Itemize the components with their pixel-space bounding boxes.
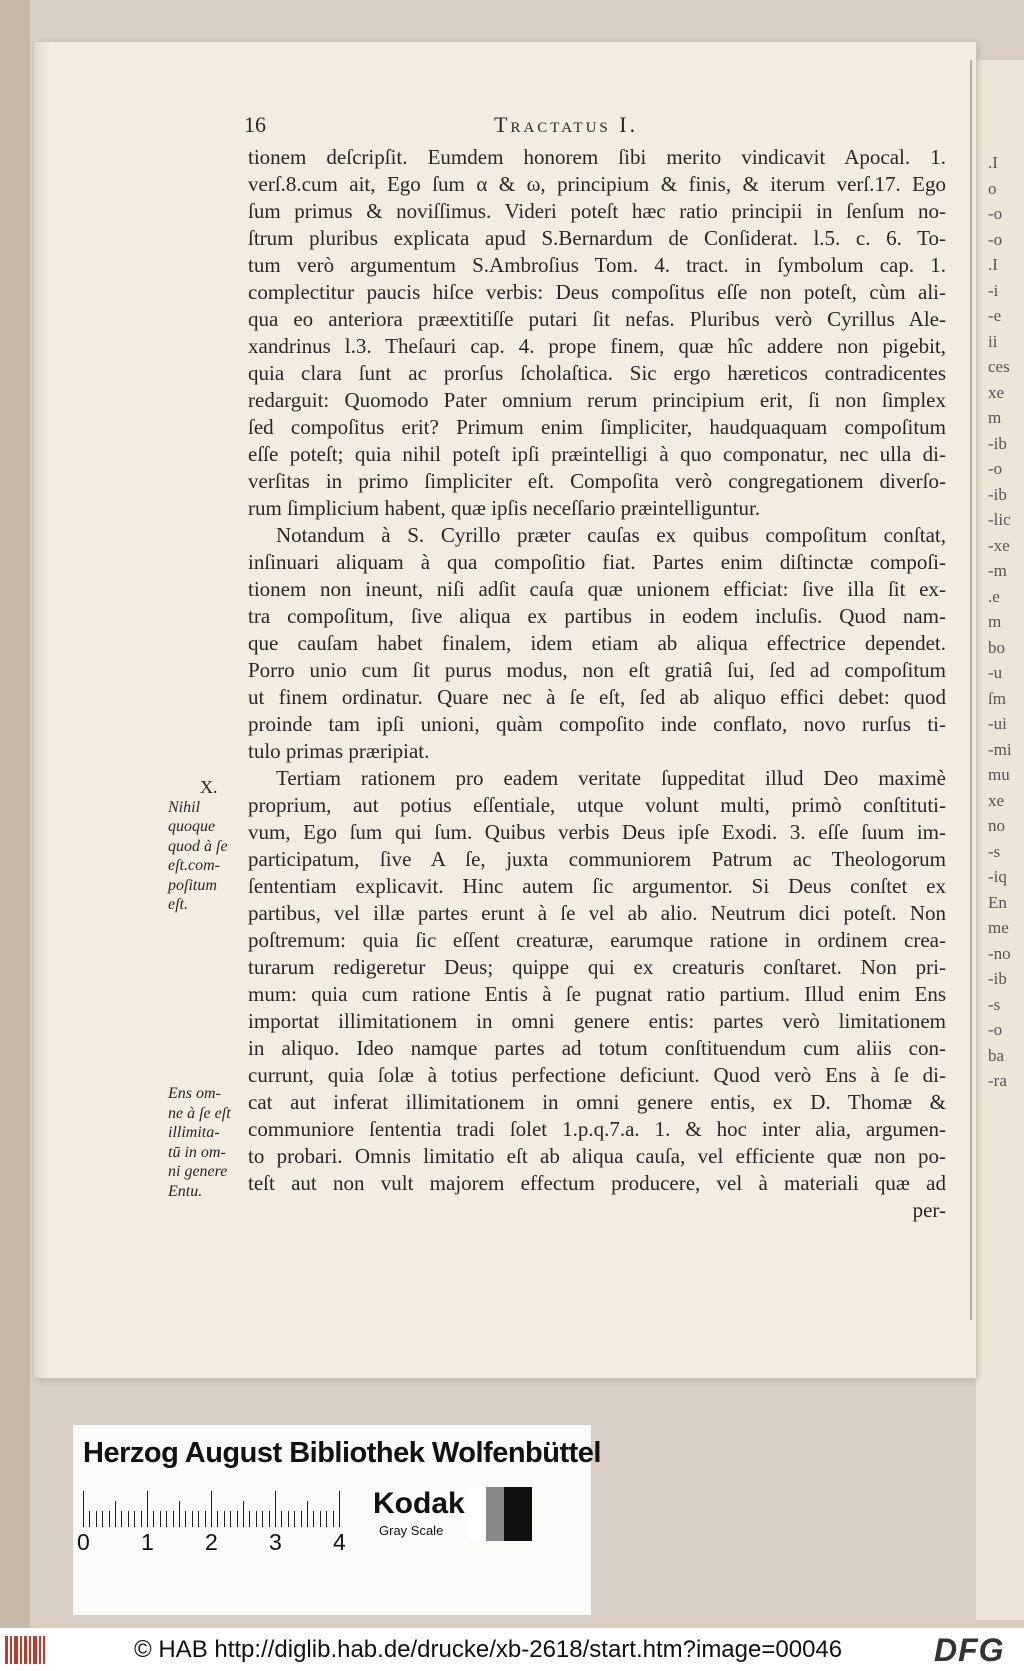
text-line: Tertiam rationem pro eadem veritate ſuppeditat illud Deo maximè (276, 766, 946, 790)
ruler-tick (224, 1511, 225, 1527)
barcode-icon (4, 1634, 46, 1666)
facing-page-fragment: no (988, 816, 1005, 835)
ruler-tick (179, 1501, 180, 1527)
text-line: mum: quia cum ratione Entis à ſe pugnat ratio partium. Illud enim Ens (248, 982, 946, 1006)
margin-note-line: ne à ſe eſt (168, 1104, 231, 1122)
ruler-tick (141, 1511, 142, 1527)
ruler-numbers (77, 1529, 377, 1559)
gray-patch-black (504, 1487, 532, 1541)
ruler-tick (121, 1511, 122, 1527)
facing-page-fragment: -o (988, 459, 1003, 478)
facing-page-fragment: .e (988, 586, 1000, 606)
ruler-tick (307, 1501, 308, 1527)
facing-page-fragment: ii (988, 331, 998, 351)
text-line: que cauſam habet finalem, idem etiam ab aliqua effectrice dependet. (248, 631, 946, 655)
text-line: tulo primas præripiat. (248, 739, 430, 763)
ruler-tick (185, 1511, 186, 1527)
ruler-tick (237, 1511, 238, 1527)
page-gutter-shadow (34, 42, 50, 1378)
ruler-number: 2 (205, 1529, 218, 1555)
margin-note-ens (168, 1084, 250, 1201)
facing-page-fragment: bo (988, 637, 1005, 657)
text-line: communiore ſententia tradi ſolet 1.p.q.7.a. 1. & hoc inter alia, argumen- (248, 1117, 946, 1141)
margin-note-line: Entu. (168, 1182, 203, 1200)
ruler-tick (109, 1511, 110, 1527)
facing-page-fragment: -m (988, 561, 1007, 580)
ruler-tick (256, 1511, 257, 1527)
text-line: proprium, aut potius eſſentiale, utque volunt multi, primò conſtituti- (248, 793, 946, 817)
facing-page-fragment: -s (988, 994, 1001, 1014)
text-line: currunt, quia ſolæ à totius perfectione deficiunt. Quod verò Ens à ſe di- (248, 1063, 946, 1087)
ruler-number: 1 (141, 1529, 154, 1555)
kodak-logo: Kodak (373, 1487, 465, 1520)
ruler-tick (275, 1491, 276, 1527)
text-line: teſt aut non vult majorem effectum producere, vel à materiali quæ ad (248, 1171, 946, 1195)
facing-page-fragment: m (988, 612, 1002, 631)
facing-page-fragment: .I (988, 153, 998, 172)
margin-note-line: poſitum (168, 876, 217, 894)
text-line: ut finem ordinatur. Quare nec à ſe eſt, ſed ab aliquo effici debet: quod (248, 685, 946, 709)
text-line: eſſe poteſt; quia nihil poteſt ipſi præintelligi à quo componatur, nec ulla di- (248, 442, 946, 466)
ruler-tick (269, 1511, 270, 1527)
text-line: tum verò argumentum S.Ambroſius Tom. 4. tract. in ſymbolum cap. 1. (248, 253, 946, 277)
ruler-tick (243, 1501, 244, 1527)
text-line: proinde tam ipſi unioni, quàm compoſito inde conflato, novo rurſus ti- (248, 712, 946, 736)
facing-page-fragment: -u (988, 663, 1003, 682)
facing-page-fragment: -o (988, 204, 1003, 223)
facing-page-fragment: -ui (988, 714, 1007, 733)
text-line: verſ.8.cum ait, Ego ſum α & ω, principium & finis, & iterum verſ.17. Ego (248, 172, 946, 196)
text-line: per- (912, 1198, 946, 1222)
text-line: vum, Ego ſum qui ſum. Quibus verbis Deus ipſe Exodi. 3. eſſe ſuum im- (248, 820, 946, 844)
text-line: to probari. Omnis limitatio eſt ab aliqua cauſa, vel efficiente quæ non po- (248, 1144, 946, 1168)
text-line: cat aut inferat illimitationem in omni genere entis, ex D. Thomæ & (248, 1090, 946, 1114)
text-line: partibus, vel illæ partes erunt à ſe vel ab alio. Neutrum dici poteſt. Non (248, 901, 946, 925)
facing-page-fragment: -ib (988, 969, 1007, 988)
footer-credit-link[interactable]: © HAB http://diglib.hab.de/drucke/xb-2618/start.htm?image=00046 (134, 1636, 843, 1663)
scan-left-margin (0, 0, 30, 1628)
ruler-tick (198, 1511, 199, 1527)
ruler-tick (249, 1511, 250, 1527)
ruler-tick (147, 1491, 148, 1527)
text-line: tionem non ineunt, niſi adſit cauſa quæ unionem efficiat: ſive illa ſit ex- (248, 577, 946, 601)
running-title: Tractatus I. (494, 112, 639, 137)
ruler-tick (326, 1511, 327, 1527)
page-edge-line (970, 60, 972, 1320)
facing-page-fragment: xe (988, 382, 1005, 402)
gray-patch-mid (486, 1487, 504, 1541)
margin-note-line: tū in om- (168, 1143, 226, 1161)
facing-page-fragment: me (988, 918, 1009, 937)
text-line: verſitas in primo ſimpliciter eſt. Compoſita verò congregationem diverſo- (248, 469, 946, 493)
ruler-tick (339, 1491, 340, 1527)
facing-page-fragment: -xe (988, 535, 1010, 555)
facing-page-fragment: -lic (988, 510, 1011, 529)
facing-page-fragment: o (988, 178, 997, 198)
ruler-tick (96, 1511, 97, 1527)
margin-note-line: quoque (168, 818, 216, 835)
margin-note-line: eſt.com- (168, 857, 220, 874)
facing-page-fragment: ba (988, 1045, 1005, 1065)
facing-page-fragment: -s (988, 841, 1001, 861)
ruler-tick (217, 1511, 218, 1527)
facing-page-fragment: -e (988, 306, 1002, 325)
body-text (248, 144, 946, 1224)
facing-page-fragment: m (988, 408, 1002, 427)
facing-page-fragment: En (988, 892, 1007, 912)
ruler-tick (173, 1511, 174, 1527)
ruler-number: 4 (333, 1529, 346, 1555)
ruler-tick (230, 1511, 231, 1527)
text-line: complectitur paucis hiſce verbis: Deus compoſitus eſſe non poteſt, cùm ali- (248, 280, 946, 304)
facing-page-fragment: -ib (988, 433, 1007, 453)
facing-page-fragment: -ra (988, 1071, 1007, 1090)
facing-page-fragment: -iq (988, 867, 1007, 886)
ruler-tick (301, 1511, 302, 1527)
margin-note-line: ni genere (168, 1163, 228, 1180)
margin-note-line: illimita- (168, 1124, 220, 1141)
ruler-tick (89, 1511, 90, 1527)
text-line: rum ſimplicium habent, quæ ipſis neceſſario præintelliguntur. (248, 496, 761, 520)
ruler-tick (134, 1511, 135, 1527)
facing-page-fragment: -no (988, 943, 1011, 963)
ruler-tick (262, 1511, 263, 1527)
ruler-tick (128, 1511, 129, 1527)
ruler-tick (288, 1511, 289, 1527)
ruler-tick (320, 1511, 321, 1527)
facing-page-fragment: -o (988, 229, 1003, 249)
facing-page-fragment: -o (988, 1020, 1003, 1039)
footer-bar (0, 1628, 1024, 1671)
ruler-tick (281, 1511, 282, 1527)
text-line: quia clara ſunt ac prorſus ſcholaſtica. Sic ergo hæreticos contradicentes (248, 361, 946, 385)
ruler-tick (192, 1511, 193, 1527)
ruler-number: 3 (269, 1529, 282, 1555)
gray-patch-white (468, 1487, 486, 1541)
facing-page-fragment: .I (988, 255, 998, 274)
text-line: poſtremum: quia ſic eſſent creaturæ, earumque ratione in ordinem crea- (248, 928, 946, 952)
facing-page-fragment: xe (988, 790, 1005, 810)
ruler-tick (83, 1491, 84, 1527)
text-line: ſtrum pluribus explicata apud S.Bernardum de Conſiderat. l.5. c. 6. To- (248, 226, 946, 250)
text-line: redarguit: Quomodo Pater omnium rerum principium erit, ſi non ſimplex (248, 388, 946, 412)
facing-page-fragment: -mi (988, 739, 1012, 759)
ruler-number: 0 (77, 1529, 90, 1555)
library-name: Herzog August Bibliothek Wolfenbüttel (83, 1437, 601, 1469)
text-line: participatum, ſive A ſe, juxta communiorem Patrum ac Theologorum (248, 847, 946, 871)
facing-page-fragment: ſm (988, 688, 1006, 708)
margin-note-line: Nihil (168, 798, 201, 816)
page-number: 16 (244, 112, 266, 137)
margin-note-line: eſt. (168, 896, 188, 913)
facing-page-fragment: mu (988, 765, 1010, 784)
text-line: Porro unio cum ſit purus modus, non eſt gratiâ ſui, ſed ad compoſitum (248, 658, 946, 682)
facing-page-fragment: ces (988, 357, 1010, 376)
facing-page-text (988, 150, 1024, 1094)
text-line: importat illimitationem in omni genere entis: partes verò limitationem (248, 1009, 946, 1033)
margin-note-line: quod à ſe (168, 837, 228, 855)
text-line: ſententiam explicavit. Hinc autem ſic argumentor. Si Deus conſtet ex (248, 874, 946, 898)
text-line: tionem deſcripſit. Eumdem honorem ſibi merito vindicavit Apocal. 1. (248, 145, 946, 169)
ruler-tick (313, 1511, 314, 1527)
gray-scale-label: Gray Scale (379, 1523, 444, 1538)
text-line: ſed compoſitus erit? Primum enim ſimpliciter, haudquaquam compoſitum (248, 415, 946, 439)
text-line: inſinuari aliquam à qua compoſitio fiat. Partes enim diſtinctæ compoſi- (248, 550, 946, 574)
ruler-tick (153, 1511, 154, 1527)
scale-ruler (83, 1487, 353, 1527)
ruler-tick (211, 1491, 212, 1527)
color-calibration-card (72, 1424, 601, 1616)
ruler-tick (160, 1511, 161, 1527)
facing-page-fragment: -i (988, 280, 999, 300)
text-line: turarum redigeretur Deus; quippe qui ex creaturis conſtaret. Non pri- (248, 955, 946, 979)
ruler-tick (166, 1511, 167, 1527)
ruler-tick (333, 1511, 334, 1527)
text-line: tra compoſitum, ſive aliqua ex partibus in eodem incluſis. Quod nam- (248, 604, 946, 628)
margin-note-number: X. (200, 777, 218, 797)
text-line: Notandum à S. Cyrillo præter cauſas ex quibus compoſitum conſtat, (276, 523, 946, 547)
facing-page-fragment: -ib (988, 484, 1007, 504)
text-line: ſum primus & noviſſimus. Videri poteſt hæc ratio principii in ſenſum no- (248, 199, 946, 223)
ruler-tick (102, 1511, 103, 1527)
text-line: xandrinus l.3. Theſauri cap. 4. prope finem, quæ hîc addere non pigebit, (248, 334, 946, 358)
margin-note-line: Ens om- (168, 1085, 221, 1102)
text-line: qua eo anteriora præextitiſſe putari ſit nefas. Pluribus verò Cyrillus Ale- (248, 307, 946, 331)
dfg-logo: DFG (934, 1632, 1005, 1668)
ruler-tick (205, 1511, 206, 1527)
ruler-tick (294, 1511, 295, 1527)
text-line: in aliquo. Ideo namque partes ad totum conſtituendum cum aliis con- (248, 1036, 946, 1060)
margin-note-composition (168, 778, 250, 915)
ruler-tick (115, 1501, 116, 1527)
page-header (244, 112, 944, 142)
